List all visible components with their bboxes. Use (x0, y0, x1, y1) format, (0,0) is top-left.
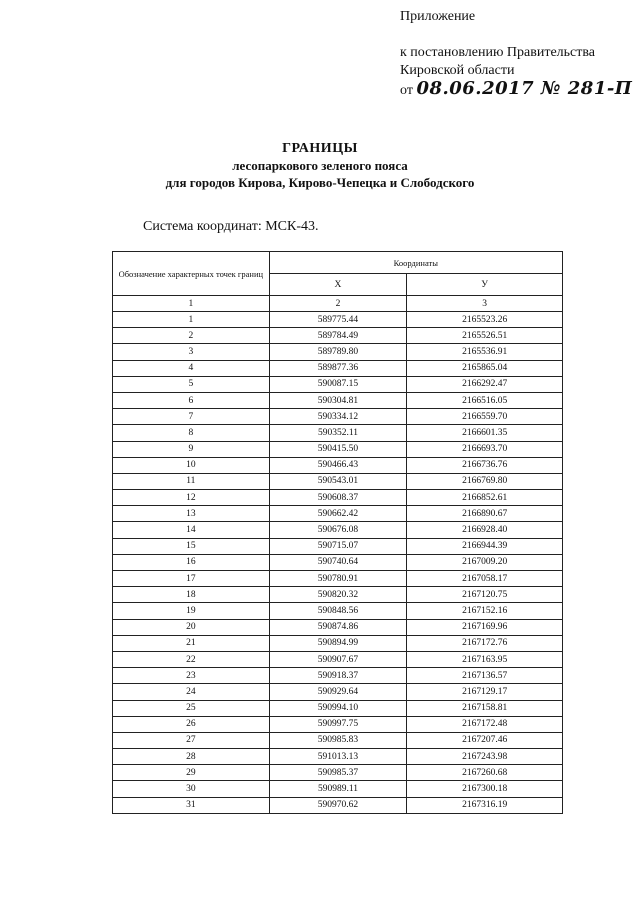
x-header: X (269, 274, 407, 296)
point-number-cell: 30 (113, 781, 270, 797)
heading-subtitle-1: лесопаркового зеленого пояса (232, 158, 408, 173)
point-number-cell: 6 (113, 392, 270, 408)
table-row (113, 716, 563, 732)
table-row (113, 700, 563, 716)
point-number-cell: 25 (113, 700, 270, 716)
point-number-cell: 20 (113, 619, 270, 635)
point-number-cell: 11 (113, 473, 270, 489)
point-number-cell: 9 (113, 441, 270, 457)
y-coordinate-cell: 2167163.95 (407, 651, 563, 667)
x-coordinate-cell: 590848.56 (269, 603, 407, 619)
table-row (113, 603, 563, 619)
y-coordinate-cell: 2165865.04 (407, 360, 563, 376)
x-coordinate-cell: 589789.80 (269, 344, 407, 360)
point-number-cell: 13 (113, 506, 270, 522)
y-coordinate-cell: 2166693.70 (407, 441, 563, 457)
point-number-cell: 17 (113, 571, 270, 587)
point-number-cell: 5 (113, 376, 270, 392)
y-coordinate-cell: 2165526.51 (407, 328, 563, 344)
x-coordinate-cell: 589784.49 (269, 328, 407, 344)
table-row (113, 360, 563, 376)
table-row (113, 392, 563, 408)
x-coordinate-cell: 590997.75 (269, 716, 407, 732)
y-coordinate-cell: 2167152.16 (407, 603, 563, 619)
table-row (113, 684, 563, 700)
x-coordinate-cell: 590304.81 (269, 392, 407, 408)
coordinates-header: Координаты (269, 252, 562, 274)
table-row (113, 522, 563, 538)
table-row (113, 765, 563, 781)
table-row (113, 376, 563, 392)
table-body (113, 312, 563, 814)
table-row (113, 425, 563, 441)
table-row (113, 506, 563, 522)
y-coordinate-cell: 2165536.91 (407, 344, 563, 360)
table-row (113, 668, 563, 684)
table-row (113, 797, 563, 813)
y-coordinate-cell: 2167207.46 (407, 732, 563, 748)
coordinates-table (112, 251, 563, 814)
y-coordinate-cell: 2166852.61 (407, 490, 563, 506)
y-coordinate-cell: 2167136.57 (407, 668, 563, 684)
table-row (113, 619, 563, 635)
table-row (113, 781, 563, 797)
coordinate-system: Система координат: МСК-43. (143, 219, 319, 234)
y-coordinate-cell: 2166944.39 (407, 538, 563, 554)
appendix-line-2: Кировской области (400, 63, 515, 78)
x-coordinate-cell: 590466.43 (269, 457, 407, 473)
point-number-cell: 18 (113, 587, 270, 603)
document-heading (0, 140, 640, 191)
x-coordinate-cell: 590929.64 (269, 684, 407, 700)
table-row (113, 587, 563, 603)
y-coordinate-cell: 2167316.19 (407, 797, 563, 813)
y-coordinate-cell: 2166601.35 (407, 425, 563, 441)
y-coordinate-cell: 2167243.98 (407, 749, 563, 765)
x-coordinate-cell: 590334.12 (269, 409, 407, 425)
table-row (113, 328, 563, 344)
y-coordinate-cell: 2166890.67 (407, 506, 563, 522)
table-row (113, 749, 563, 765)
x-coordinate-cell: 590994.10 (269, 700, 407, 716)
x-coordinate-cell: 590989.11 (269, 781, 407, 797)
appendix-block (400, 8, 632, 100)
y-coordinate-cell: 2167009.20 (407, 554, 563, 570)
table-row (113, 571, 563, 587)
x-coordinate-cell: 590970.62 (269, 797, 407, 813)
table-row (113, 409, 563, 425)
x-coordinate-cell: 590985.37 (269, 765, 407, 781)
x-coordinate-cell: 590676.08 (269, 522, 407, 538)
y-coordinate-cell: 2167300.18 (407, 781, 563, 797)
y-coordinate-cell: 2166292.47 (407, 376, 563, 392)
point-number-cell: 24 (113, 684, 270, 700)
point-number-cell: 21 (113, 635, 270, 651)
x-coordinate-cell: 590907.67 (269, 651, 407, 667)
point-number-cell: 27 (113, 732, 270, 748)
y-coordinate-cell: 2167120.75 (407, 587, 563, 603)
y-coordinate-cell: 2167172.76 (407, 635, 563, 651)
y-coordinate-cell: 2167058.17 (407, 571, 563, 587)
table-row (113, 457, 563, 473)
x-coordinate-cell: 589877.36 (269, 360, 407, 376)
point-number-cell: 2 (113, 328, 270, 344)
x-coordinate-cell: 590894.99 (269, 635, 407, 651)
appendix-line-1: к постановлению Правительства (400, 45, 596, 60)
heading-title: ГРАНИЦЫ (282, 141, 358, 156)
table-row (113, 441, 563, 457)
x-coordinate-cell: 590820.32 (269, 587, 407, 603)
y-coordinate-cell: 2166928.40 (407, 522, 563, 538)
x-coordinate-cell: 589775.44 (269, 312, 407, 328)
point-header: Обозначение характерных точек границ (113, 252, 270, 296)
x-coordinate-cell: 590087.15 (269, 376, 407, 392)
point-number-cell: 23 (113, 668, 270, 684)
table-row (113, 473, 563, 489)
point-number-cell: 19 (113, 603, 270, 619)
point-number-cell: 26 (113, 716, 270, 732)
y-coordinate-cell: 2167169.96 (407, 619, 563, 635)
x-coordinate-cell: 590918.37 (269, 668, 407, 684)
point-number-cell: 15 (113, 538, 270, 554)
point-number-cell: 22 (113, 651, 270, 667)
point-number-cell: 12 (113, 490, 270, 506)
table-row (113, 651, 563, 667)
table-row (113, 732, 563, 748)
y-coordinate-cell: 2166559.70 (407, 409, 563, 425)
table-row (113, 538, 563, 554)
point-number-cell: 3 (113, 344, 270, 360)
y-coordinate-cell: 2165523.26 (407, 312, 563, 328)
x-coordinate-cell: 590608.37 (269, 490, 407, 506)
x-coordinate-cell: 590874.86 (269, 619, 407, 635)
point-number-cell: 29 (113, 765, 270, 781)
appendix-date-line (400, 80, 632, 100)
appendix-prefix: от (400, 83, 413, 98)
point-number-cell: 28 (113, 749, 270, 765)
point-number-cell: 10 (113, 457, 270, 473)
table-row (113, 554, 563, 570)
y-coordinate-cell: 2167260.68 (407, 765, 563, 781)
x-coordinate-cell: 590780.91 (269, 571, 407, 587)
point-number-cell: 4 (113, 360, 270, 376)
column-number: 1 (113, 296, 270, 312)
y-coordinate-cell: 2166769.80 (407, 473, 563, 489)
handwritten-date-number: 08.06.2017 № 281-П (416, 78, 633, 99)
table-row (113, 490, 563, 506)
y-coordinate-cell: 2167129.17 (407, 684, 563, 700)
x-coordinate-cell: 590415.50 (269, 441, 407, 457)
x-coordinate-cell: 591013.13 (269, 749, 407, 765)
table-row (113, 635, 563, 651)
heading-subtitle-2: для городов Кирова, Кирово-Чепецка и Слободского (165, 175, 475, 190)
column-number: 2 (269, 296, 407, 312)
x-coordinate-cell: 590740.64 (269, 554, 407, 570)
table-row (113, 312, 563, 328)
x-coordinate-cell: 590985.83 (269, 732, 407, 748)
y-coordinate-cell: 2167158.81 (407, 700, 563, 716)
x-coordinate-cell: 590715.07 (269, 538, 407, 554)
y-header: У (407, 274, 563, 296)
y-coordinate-cell: 2166516.05 (407, 392, 563, 408)
appendix-title: Приложение (400, 9, 476, 24)
point-number-cell: 14 (113, 522, 270, 538)
y-coordinate-cell: 2166736.76 (407, 457, 563, 473)
x-coordinate-cell: 590352.11 (269, 425, 407, 441)
column-number: 3 (407, 296, 563, 312)
point-number-cell: 1 (113, 312, 270, 328)
point-number-cell: 8 (113, 425, 270, 441)
point-number-cell: 31 (113, 797, 270, 813)
y-coordinate-cell: 2167172.48 (407, 716, 563, 732)
table-row (113, 344, 563, 360)
point-number-cell: 7 (113, 409, 270, 425)
x-coordinate-cell: 590662.42 (269, 506, 407, 522)
point-number-cell: 16 (113, 554, 270, 570)
x-coordinate-cell: 590543.01 (269, 473, 407, 489)
